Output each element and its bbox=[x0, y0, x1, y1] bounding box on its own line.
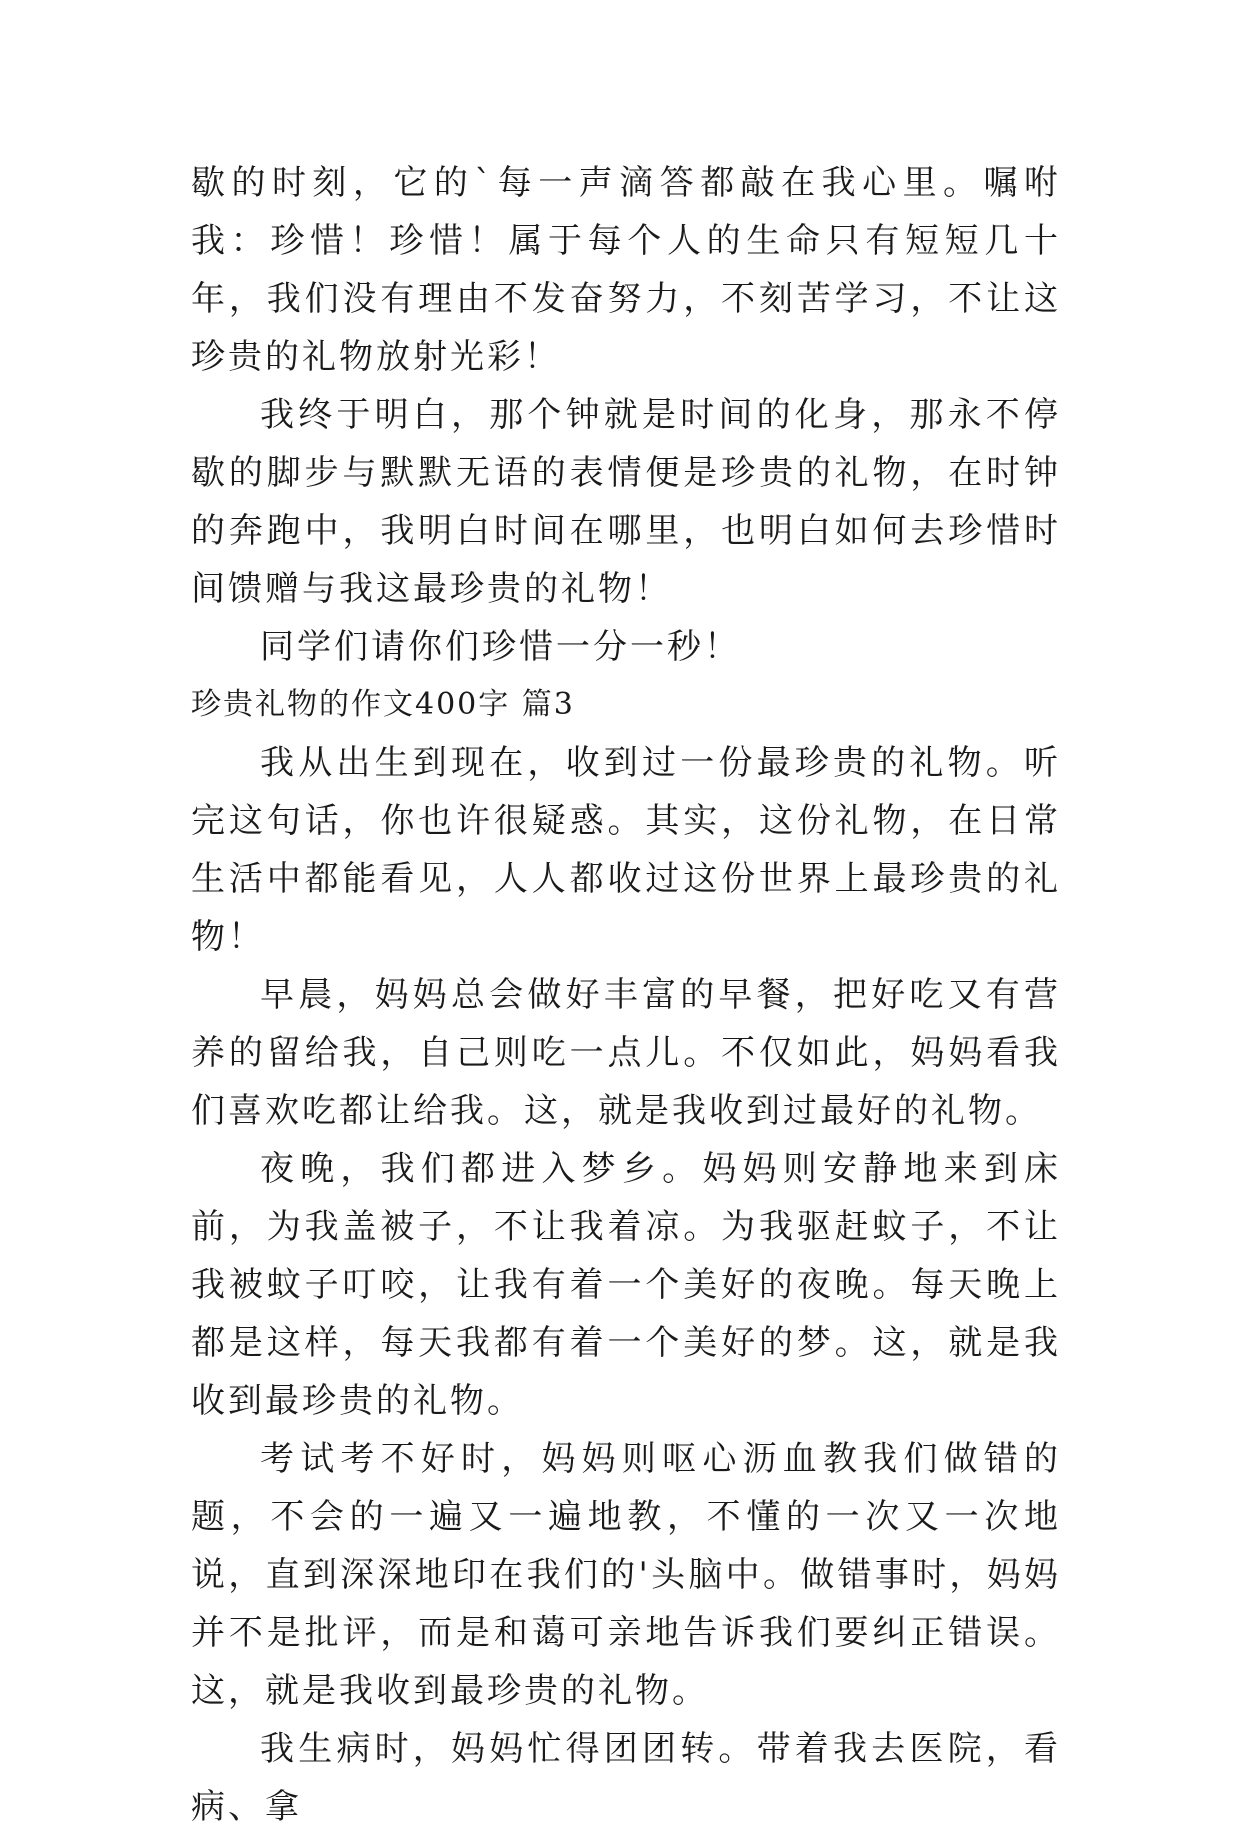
paragraph: 我从出生到现在，收到过一份最珍贵的礼物。听完这句话，你也许很疑惑。其实，这份礼物，在日常生活中都能看见，人人都收过这份世界上最珍贵的礼物！ bbox=[191, 743, 1061, 957]
paragraph-continued: 歇的时刻，它的`每一声滴答都敲在我心里。嘱咐我：珍惜！珍惜！属于每个人的生命只有短短几十年，我们没有理由不发奋努力，不刻苦学习，不让这珍贵的礼物放射光彩！ bbox=[191, 163, 1061, 377]
paragraph: 我终于明白，那个钟就是时间的化身，那永不停歇的脚步与默默无语的表情便是珍贵的礼物，在时钟的奔跑中，我明白时间在哪里，也明白如何去珍惜时间馈赠与我这最珍贵的礼物！ bbox=[191, 395, 1061, 609]
section-heading: 珍贵礼物的作文400字 篇3 bbox=[191, 687, 575, 722]
paragraph: 早晨，妈妈总会做好丰富的早餐，把好吃又有营养的留给我，自己则吃一点儿。不仅如此，妈妈看我们喜欢吃都让给我。这，就是我收到过最好的礼物。 bbox=[191, 975, 1061, 1131]
paragraph: 同学们请你们珍惜一分一秒！ bbox=[260, 627, 741, 667]
paragraph: 我生病时，妈妈忙得团团转。带着我去医院，看病、拿 bbox=[191, 1729, 1061, 1827]
paragraph: 考试考不好时，妈妈则呕心沥血教我们做错的题，不会的一遍又一遍地教，不懂的一次又一次地说，直到深深地印在我们的'头脑中。做错事时，妈妈并不是批评，而是和蔼可亲地告诉我们要纠正错误。这，就是我收到最珍贵的礼物。 bbox=[191, 1439, 1061, 1711]
essay-text bbox=[191, 154, 1061, 1836]
paragraph: 夜晚，我们都进入梦乡。妈妈则安静地来到床前，为我盖被子，不让我着凉。为我驱赶蚊子，不让我被蚊子叮咬，让我有着一个美好的夜晚。每天晚上都是这样，每天我都有着一个美好的梦。这，就是我收到最珍贵的礼物。 bbox=[191, 1149, 1061, 1421]
